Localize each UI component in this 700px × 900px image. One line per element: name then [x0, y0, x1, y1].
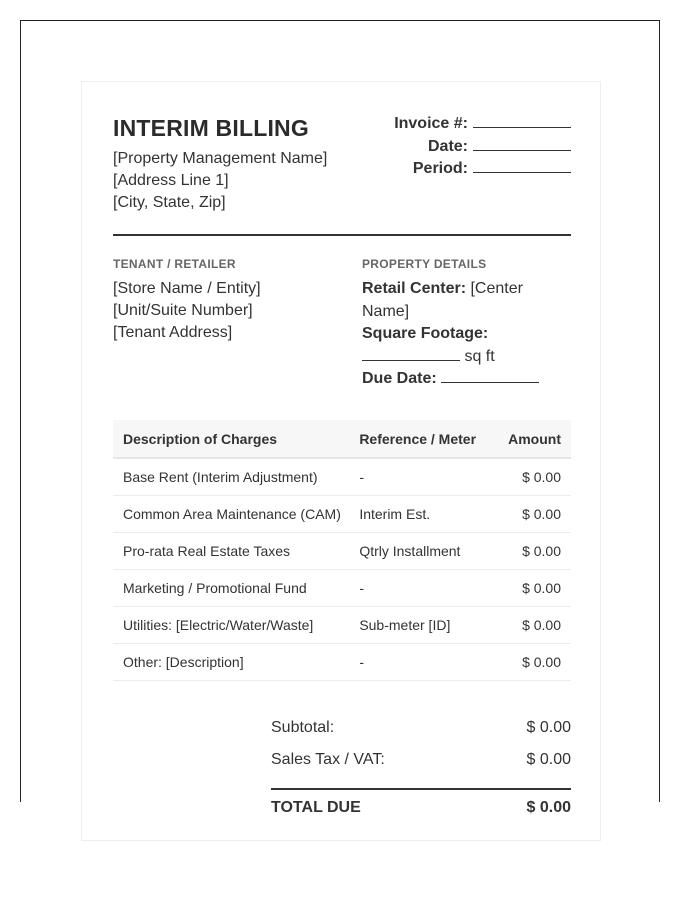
total-due-label: TOTAL DUE: [271, 799, 361, 816]
table-row: [113, 533, 571, 570]
invoice-number-row: [394, 113, 571, 136]
invoice-date-label: Date:: [427, 137, 468, 155]
charges-table: [113, 420, 571, 681]
charges-header-row: [113, 420, 571, 458]
retail-center: [362, 278, 562, 323]
tax-value: $ 0.00: [526, 751, 571, 768]
invoice-number-blank: [473, 113, 571, 128]
total-due-value: $ 0.00: [526, 799, 571, 816]
invoice-meta: [394, 113, 571, 181]
square-footage-unit: sq ft: [464, 347, 495, 365]
charge-reference: Qtrly Installment: [355, 533, 498, 570]
invoice-title: INTERIM BILLING: [113, 115, 309, 141]
charge-amount: $ 0.00: [498, 496, 571, 533]
charge-description: Marketing / Promotional Fund: [113, 570, 355, 607]
subtotal-row: [271, 712, 571, 744]
charge-description: Utilities: [Electric/Water/Waste]: [113, 607, 355, 644]
col-description: Description of Charges: [113, 420, 355, 458]
invoice-period-row: [394, 158, 571, 181]
invoice-number-label: Invoice #:: [394, 115, 468, 132]
invoice-sheet: [81, 81, 601, 841]
sender-line: [City, State, Zip]: [113, 194, 226, 211]
charge-description: Common Area Maintenance (CAM): [113, 496, 355, 533]
charge-amount: $ 0.00: [498, 644, 571, 681]
table-row: [113, 458, 571, 496]
charge-reference: Sub-meter [ID]: [355, 607, 498, 644]
property-block: [362, 278, 562, 391]
subtotal-value: $ 0.00: [526, 719, 571, 736]
invoice-period-label: Period:: [412, 160, 468, 177]
charge-reference: -: [355, 458, 498, 496]
invoice-date-blank: [473, 136, 571, 151]
charge-reference: Interim Est.: [355, 496, 498, 533]
property-section-label: PROPERTY DETAILS: [362, 257, 487, 271]
table-row: [113, 644, 571, 681]
charge-reference: -: [355, 570, 498, 607]
charge-amount: $ 0.00: [498, 533, 571, 570]
tenant-line: [Store Name / Entity]: [113, 280, 261, 297]
due-date-label: Due Date:: [362, 370, 437, 387]
sender-line: [Address Line 1]: [113, 172, 229, 189]
charge-amount: $ 0.00: [498, 570, 571, 607]
tax-row: [271, 744, 571, 776]
charge-description: Base Rent (Interim Adjustment): [113, 458, 355, 496]
tenant-line: [Tenant Address]: [113, 324, 233, 341]
charge-description: Pro-rata Real Estate Taxes: [113, 533, 355, 570]
retail-center-value: [Center Name]: [362, 280, 523, 320]
tax-label: Sales Tax / VAT:: [271, 751, 385, 768]
invoice-date-row: [394, 136, 571, 159]
due-date: [362, 368, 562, 391]
table-row: [113, 570, 571, 607]
charge-amount: $ 0.00: [498, 458, 571, 496]
table-row: [113, 496, 571, 533]
invoice-period-blank: [473, 158, 571, 173]
charge-reference: -: [355, 644, 498, 681]
tenant-line: [Unit/Suite Number]: [113, 302, 253, 319]
charge-amount: $ 0.00: [498, 607, 571, 644]
tenant-section-label: TENANT / RETAILER: [113, 257, 236, 271]
subtotal-label: Subtotal:: [271, 719, 335, 736]
square-footage: [362, 323, 562, 368]
square-footage-label: Square Footage:: [362, 325, 489, 342]
col-amount: Amount: [498, 420, 571, 458]
header-divider: [113, 234, 571, 236]
totals-block: [271, 712, 571, 817]
due-date-blank: [441, 368, 539, 383]
tenant-block: [113, 278, 261, 344]
col-reference: Reference / Meter: [355, 420, 498, 458]
charge-description: Other: [Description]: [113, 644, 355, 681]
totals-divider: [271, 788, 571, 790]
total-due-row: [271, 799, 571, 817]
sender-line: [Property Management Name]: [113, 150, 328, 167]
sender-address: [113, 148, 327, 214]
table-row: [113, 607, 571, 644]
retail-center-label: Retail Center:: [362, 280, 467, 297]
document-frame: [20, 20, 660, 816]
square-footage-blank: [362, 346, 460, 361]
